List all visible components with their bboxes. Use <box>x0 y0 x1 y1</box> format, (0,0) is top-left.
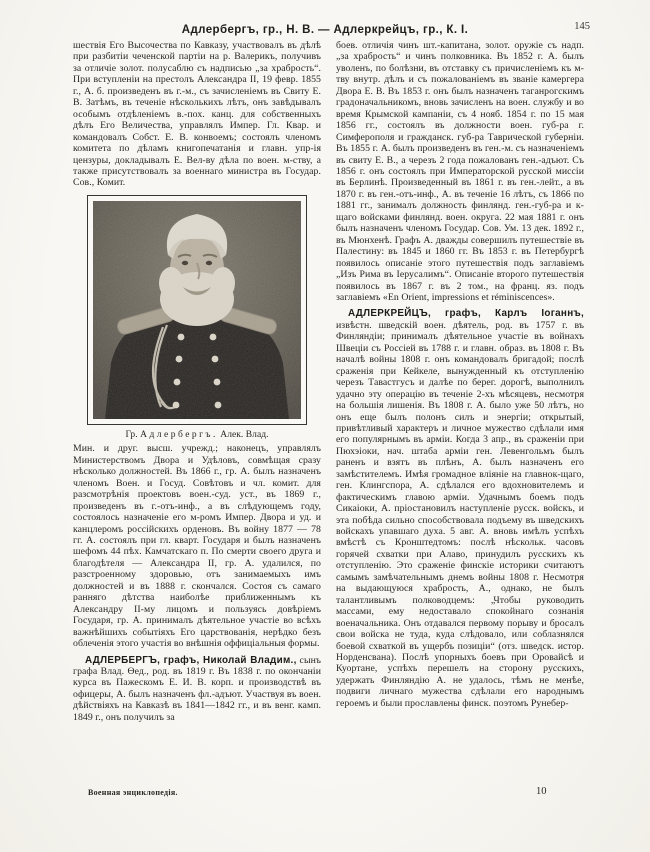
entry-headword: АДЛЕРКРЕЙЦЪ, графъ, Карлъ Іоганнъ, <box>348 308 584 320</box>
paragraph-continuation: шествія Его Высочества по Кавказу, участвовалъ въ дѣлѣ при разбитіи чеченской партіи на р. Валерикъ, получивъ за отличіе золот. полусаблю съ надписью „за храбрость“. При вступленіи на престолъ Александра II, 19 февр. 1855 г., А. б. произведенъ въ г.-м., съ зачисленіемъ въ Свиту Е. В. Затѣмъ, въ теченіе нѣсколькихъ лѣтъ, онъ завѣдывалъ особымъ отдѣленіемъ в.-пох. канц. для собственныхъ дѣлъ Его Величества, управлялъ Импер. Гл. Квар. и командовалъ Собст. Е. В. конвоемъ; состоялъ членомъ комитета по дѣламъ книгопечатанія и главн. упр-ія цензуры, докладывалъ Е. Вел-ву дѣла по воен. м-ству, а также присутствовалъ за военнаго министра въ Государ. Сов., Комит. <box>73 40 321 189</box>
entry-adlerberg-nikolai <box>73 655 321 724</box>
entry-text: извѣстн. шведскій воен. дѣятель, род. въ 1757 г. въ Финляндіи; принималъ дѣятельное участіе въ войнахъ Швеціи съ Россіей въ 1788 г. и главн. образ. въ 1808 г. Въ началѣ войны 1808 г. онъ командовалъ бригадой; послѣ сраженія при Кейкеле, вынужденный къ отступленію черезъ Тавастгусъ и далѣе по берег. дорогѣ, выполнилъ удачно эту операцію въ теченіе 2-хъ мѣсяцевъ, несмотря на большія лишенія. Въ 1808 г. А. было уже 50 лѣтъ, но онъ еще былъ полонъ силъ и энергіи; открытый, привѣтливый характеръ и личное мужество сдѣлали имя его популярнымъ въ арміи. Когда 3 апр., въ сраженіи при Пюхэіоки, нач. штаба арміи ген. Левенгольмъ былъ раненъ и взятъ въ плѣнъ, А. былъ назначенъ его замѣстителемъ. Имѣя громадное вліяніе на главнок-щаго, ген. Клингспора, А. сдѣлался его вдохновителемъ и фактическимъ главою арміи. Удачнымъ боемъ подъ Сикаіоки, А. пріостановилъ наступленіе русск. войскъ, и эта побѣда сильно способствовала подъему въ шведскихъ войскахъ упавшаго духа. 5 авг. А. вновь имѣлъ успѣхъ вмѣстѣ съ Кронштедтомъ: послѣ нѣскольк. часовъ горячей схватки при Алаво, принудилъ русскихъ къ отступленію. Это сраженіе финскіе историки считаютъ самымъ замѣчательнымъ днемъ войны 1808 г. Несмотря на выдающуюся храбрость, А., однако, не былъ талантливымъ полководцемъ: „Чтобы руководить массами, ему недоставало спокойнаго сознанія военачальника. Онъ отдавался первому порыву и бросалъ свои войска не туда, куда слѣдовало, или соблазнялся боевой схваткой въ ущербъ позиціи“ (отз. шведск. истор. Норденсвана). Послѣ упорныхъ боевъ при Оровайсѣ и Куортане, успѣхъ перешелъ на сторону русскихъ, удержать Финляндію А. не удалось, тѣмъ не менѣе, подвиги личнаго мужества сдѣлали его народнымъ героемъ и были прославлены финск. поэтомъ Рунебер- <box>336 319 584 709</box>
paragraph-continuation-2: Мин. и друг. высш. учрежд.; наконецъ, управлялъ Министерствомъ Двора и Удѣловъ, совмѣщая сразу нѣсколько должностей. Въ 1866 г., гр. А. былъ назначенъ членомъ Воен. и Госуд. Совѣтовъ и чл. комит. для разсмотрѣнія проектовъ воен.-суд. уст., въ 1869 г., произведенъ въ г.-отъ-инф., а въ слѣдующемъ году, состоялось назначеніе его м-ромъ Импер. Двора и уд. и канцлеромъ россійскихъ орденовъ. Въ войну 1877 — 78 гг. А. состоялъ при гл. кварт. Государя и былъ назначенъ шефомъ 44 пѣх. Камчатскаго п. По смерти своего друга и благодѣтеля — Александра II, гр. А. удалился, по разстроенному здоровью, отъ занимаемыхъ имъ должностей и въ 1888 г. скончался. Состоя съ самаго ранняго дѣтства наиболѣе приближеннымъ къ Александру II-му лицомъ и пользуясь довѣріемъ Государя, гр. А. принималъ дѣятельное участіе во всѣхъ важнѣйшихъ событіяхъ Его царствованія, нерѣдко безъ облеченія этого участія во внѣшнія оффиціальныя формы. <box>73 443 321 650</box>
footer-imprint: Военная энциклопедія. <box>88 788 178 797</box>
page-number: 145 <box>574 21 590 32</box>
portrait-photo <box>93 201 301 419</box>
portrait-figure <box>87 195 307 441</box>
photo-caption: Гр. Адлербергъ. Алек. Влад. <box>125 429 269 440</box>
entry-headword: АДЛЕРБЕРГЪ, графъ, Николай Владим., <box>85 654 297 666</box>
photo-frame <box>87 195 307 425</box>
right-column <box>336 40 584 723</box>
running-header <box>60 20 590 38</box>
text-columns <box>73 40 585 723</box>
running-header-title: Адлербергъ, гр., Н. В. — Адлеркрейцъ, гр., К. I. <box>181 24 469 36</box>
sheet-number: 10 <box>536 786 547 797</box>
entry-text: сынъ графа Влад. Ѳед., род. въ 1819 г. Въ 1838 г. по окончаніи курса въ Пажескомъ Е. И. В. корп. и производствѣ въ офицеры, А. былъ назначенъ фл.-адъют. Участвуя въ воен. дѣйствіяхъ на Кавказѣ въ 1841—1842 гг., и въ венг. камп. 1849 г., онъ получилъ за <box>73 654 321 723</box>
left-column <box>73 40 321 723</box>
entry-adlerkreutz-karl <box>336 308 584 709</box>
paragraph-continuation: боев. отличія чинъ шт.-капитана, золот. оружіе съ надп. „за храбрость“ и чинъ полковника. Въ 1852 г. А. былъ уволенъ, по болѣзни, въ отставку съ причисленіемъ къ м-тву внутр. дѣлъ и съ пожалованіемъ въ званіе камергера Двора Е. В. Въ 1853 г. онъ былъ назначенъ таганрогскимъ градоначальникомъ, вновь зачисленъ на воен. службу и во время Крымской кампаніи, съ 4 нояб. 1854 г. по 15 мая 1856 гг., состоялъ въ должности воен. губ-ра г. Симферополя и гражданск. губ-ра Таврической губерніи. Въ 1855 г. А. былъ произведенъ въ ген.-м. съ назначеніемъ въ свиту Е. В., а черезъ 2 года пожалованъ ген.-адъют. Съ 1856 г. онъ состоялъ при Императорской русской миссіи въ Берлинѣ. Произведенный въ 1861 г. въ ген.-лейт., а въ 1870 г. въ ген.-отъ-инф., А. въ теченіе 16 лѣтъ, съ 1866 по 1881 гг., занималъ должность финлянд. ген.-губ-ра и к-щаго войсками финлянд. воен. округа. 22 мая 1881 г. онъ былъ назначенъ членомъ Государ. Сов. Ум. 13 дек. 1892 г., въ Мюнхенѣ. Графъ А. дважды совершилъ путешествіе въ Палестину: въ 1845 и 1860 гг. Въ 1853 г. въ Петербургѣ появилось описаніе этого путешествія подъ заглавіемъ „Изъ Рима въ Іерусалимъ“. Описаніе второго путешествія появилось въ 1867 г. въ 2 том., на франц. яз. подъ заглавіемъ «En Orient, impressions et réminiscences». <box>336 40 584 303</box>
